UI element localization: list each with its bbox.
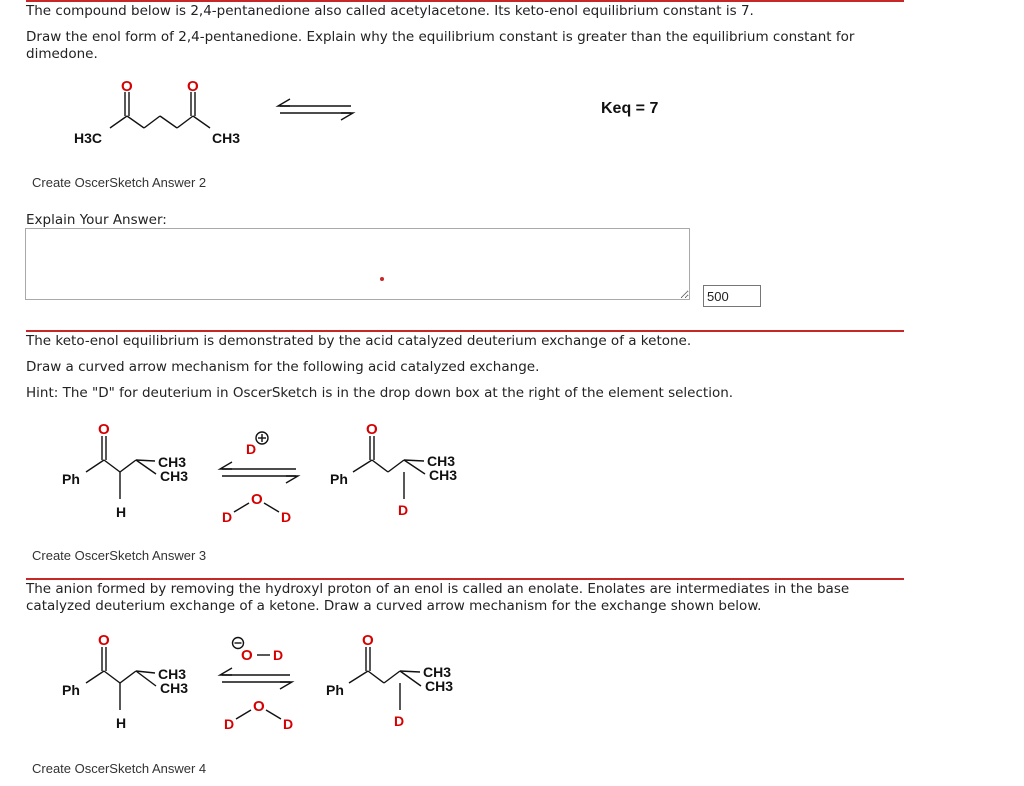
d2o-o: O bbox=[251, 491, 263, 508]
explain-answer-textarea[interactable] bbox=[25, 228, 690, 300]
cursor-dot bbox=[380, 277, 384, 281]
methyl-d-3: CH3 bbox=[425, 678, 454, 694]
d2o-d-left: D bbox=[222, 509, 233, 525]
phenyl-left: Ph bbox=[62, 471, 80, 487]
methyl-c-3: CH3 bbox=[423, 664, 452, 680]
methyl-b-3: CH3 bbox=[160, 680, 189, 696]
q1-instruction: Draw the enol form of 2,4-pentanedione. Explain why the equilibrium constant is greater than the equilibrium constant for bbox=[26, 29, 855, 45]
explain-label: Explain Your Answer: bbox=[26, 212, 167, 228]
q2-hint: Hint: The "D" for deuterium in OscerSketch is in the drop down box at the right of the element selection. bbox=[26, 385, 734, 401]
methyl-b: CH3 bbox=[160, 468, 189, 484]
alpha-h: H bbox=[116, 504, 127, 520]
d2o-o-3: O bbox=[253, 698, 265, 715]
q1-instruction-cont: dimedone. bbox=[26, 46, 98, 62]
q1-intro: The compound below is 2,4-pentanedione also called acetylacetone. Its keto-enol equilibrium constant is 7. bbox=[26, 3, 754, 19]
oscersketch-answer-4-link[interactable]: Create OscerSketch Answer 4 bbox=[32, 761, 207, 776]
methyl-a-3: CH3 bbox=[158, 666, 187, 682]
phenyl-left-3: Ph bbox=[62, 682, 80, 698]
q3-intro: The anion formed by removing the hydroxyl proton of an enol is called an enolate. Enolates are intermediates in the base bbox=[26, 581, 850, 597]
oscersketch-answer-3-link[interactable]: Create OscerSketch Answer 3 bbox=[32, 548, 207, 563]
methyl-a: CH3 bbox=[158, 454, 187, 470]
ketone-o-left-3: O bbox=[98, 632, 110, 649]
ketone-o-right-3: O bbox=[362, 632, 374, 649]
deuteroxide-d: D bbox=[273, 647, 284, 663]
methyl-right: CH3 bbox=[212, 130, 241, 146]
section-divider-1 bbox=[26, 0, 904, 2]
phenyl-right-3: Ph bbox=[326, 682, 344, 698]
deuteron-d: D bbox=[246, 441, 257, 457]
section-divider-3 bbox=[26, 578, 904, 580]
q2-instruction: Draw a curved arrow mechanism for the following acid catalyzed exchange. bbox=[26, 359, 540, 375]
carbonyl-o-1: O bbox=[121, 78, 133, 95]
methyl-left: H3C bbox=[74, 130, 103, 146]
methyl-c: CH3 bbox=[427, 453, 456, 469]
oscersketch-answer-2-link[interactable]: Create OscerSketch Answer 2 bbox=[32, 175, 207, 190]
ketone-o-left: O bbox=[98, 421, 110, 438]
d2o-d-left-3: D bbox=[224, 716, 235, 732]
d2o-d-right: D bbox=[281, 509, 292, 525]
character-count-box: 500 bbox=[703, 285, 761, 307]
keq-label: Keq = 7 bbox=[601, 100, 659, 117]
section-divider-2 bbox=[26, 330, 904, 332]
alpha-h-3: H bbox=[116, 715, 127, 731]
d2o-d-right-3: D bbox=[283, 716, 294, 732]
carbonyl-o-2: O bbox=[187, 78, 199, 95]
ketone-o-right: O bbox=[366, 421, 378, 438]
alpha-d: D bbox=[398, 502, 409, 518]
phenyl-right: Ph bbox=[330, 471, 348, 487]
alpha-d-3: D bbox=[394, 713, 405, 729]
q3-instruction: catalyzed deuterium exchange of a ketone. Draw a curved arrow mechanism for the exchange shown below. bbox=[26, 598, 762, 614]
methyl-d: CH3 bbox=[429, 467, 458, 483]
deuteroxide-o: O bbox=[241, 647, 253, 664]
q2-intro: The keto-enol equilibrium is demonstrated by the acid catalyzed deuterium exchange of a ketone. bbox=[26, 333, 692, 349]
